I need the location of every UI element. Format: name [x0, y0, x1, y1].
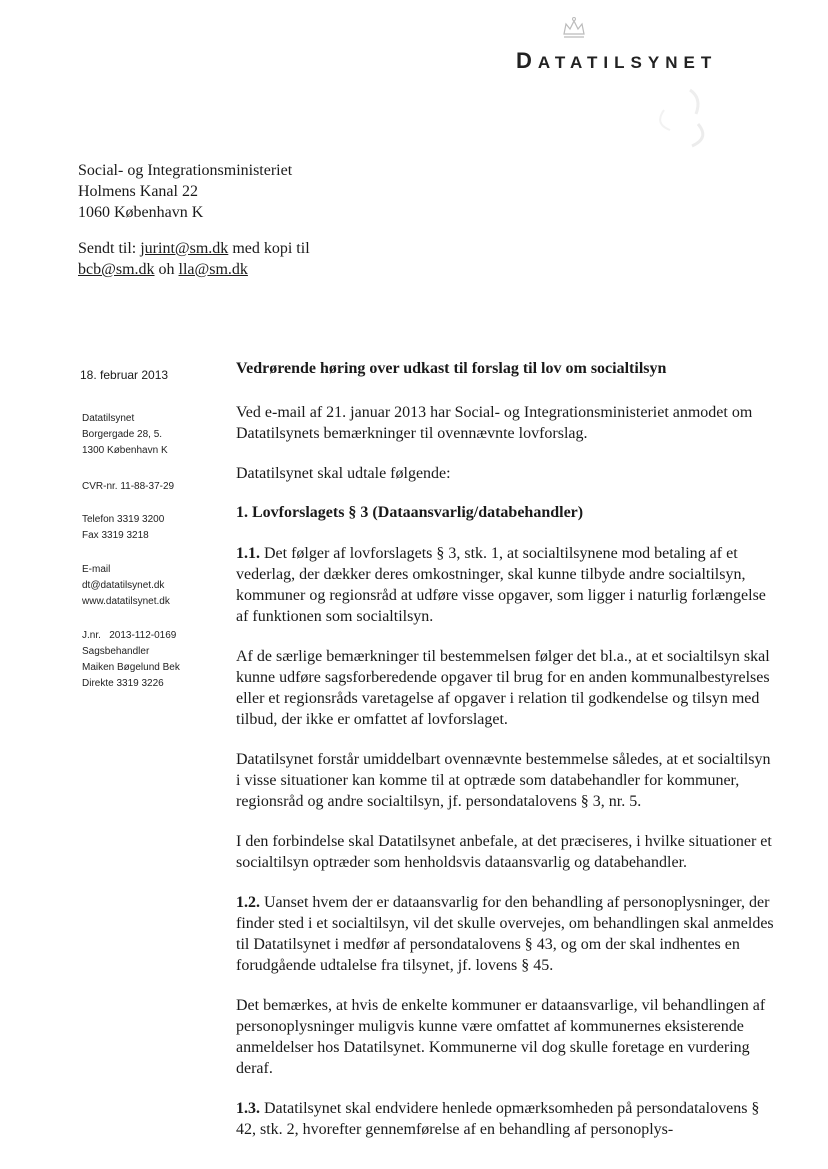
paragraph-1-3-number: 1.3.: [236, 1100, 260, 1117]
paragraph-1-1-b: Af de særlige bemærkninger til bestemmelsen følger det bl.a., at et socialtilsyn skal kunne udføre sagsforberedende opgaver til brug for en anden kommunalbestyrelses eller et regionsråds varetagelse af opgaver i relation til godkendelse og tilsyn med tilbud, der ikke er omfattet af lovforslaget.: [236, 648, 770, 728]
sender-contact: [82, 562, 170, 610]
paragraph-1-1-number: 1.1.: [236, 545, 260, 562]
watermark-mark: [640, 80, 720, 160]
sender-case: [82, 628, 180, 692]
sender-cvr: CVR-nr. 11-88-37-29: [82, 481, 175, 492]
paragraph-1-1: 1.1. Det følger af lovforslagets § 3, stk. 1, at socialtilsynene mod betaling af et vederlag, der dækker deres omkostninger, skal kunne tilbyde andre socialtilsyn, kommuner og regionsråd at udføre visse opgaver, som ligger i naturlig forlængelse af funktionen som socialtilsyn.: [236, 545, 766, 625]
sender-email[interactable]: dt@datatilsynet.dk: [82, 580, 165, 591]
sender-web[interactable]: www.datatilsynet.dk: [82, 596, 170, 607]
paragraph-1-3: 1.3. Datatilsynet skal endvidere henlede opmærksomheden på persondatalovens § 42, stk. 2, hvorefter gennemførelse af en behandling af personoplys-: [236, 1100, 760, 1138]
case-number: J.nr. 2013-112-0169: [82, 630, 177, 641]
sender-address: [82, 411, 168, 459]
sent-prefix: Sendt til:: [78, 240, 141, 257]
handler-name: Maiken Bøgelund Bek: [82, 662, 180, 673]
section-1-heading: 1. Lovforslagets § 3 (Dataansvarlig/databehandler): [236, 504, 584, 521]
paragraph-1-1-c: Datatilsynet forstår umiddelbart ovennævnte bestemmelse således, at et socialtilsyn i visse situationer kan komme til at optræde som databehandler for kommuner, regionsråd og andre socialtilsyn, jf. persondatalovens § 3, nr. 5.: [236, 751, 771, 810]
handler-direct: Direkte 3319 3226: [82, 678, 164, 689]
sent-to: [78, 238, 310, 280]
sent-middle: med kopi til: [228, 240, 310, 257]
sender-phone: Telefon 3319 3200: [82, 514, 165, 525]
recipient-address: [78, 160, 292, 223]
recipient-line-3: 1060 København K: [78, 204, 204, 221]
email-link-lla[interactable]: lla@sm.dk: [178, 261, 248, 278]
sender-city: 1300 København K: [82, 445, 168, 456]
letter-body: [236, 402, 776, 1140]
email-link-bcb[interactable]: bcb@sm.dk: [78, 261, 155, 278]
recipient-line-1: Social- og Integrationsministeriet: [78, 162, 293, 179]
subject-line: Vedrørende høring over udkast til forslag til lov om socialtilsyn: [236, 360, 667, 377]
statement-paragraph: Datatilsynet skal udtale følgende:: [236, 465, 451, 482]
paragraph-1-2-b: Det bemærkes, at hvis de enkelte kommuner er dataansvarlige, vil behandlingen af personoplysninger muligvis kunne være omfattet af kommunernes eksisterende anmeldelser hos Datatilsynet. Kommunerne vil dog skulle foretage en vurdering deraf.: [236, 997, 766, 1077]
handler-label: Sagsbehandler: [82, 646, 150, 657]
email-link-jurint[interactable]: jurint@sm.dk: [140, 240, 229, 257]
recipient-line-2: Holmens Kanal 22: [78, 183, 198, 200]
paragraph-1-2-number: 1.2.: [236, 894, 260, 911]
sender-phone-block: [82, 512, 164, 544]
sender-fax: Fax 3319 3218: [82, 530, 149, 541]
letter-date: 18. februar 2013: [80, 368, 169, 382]
sender-name: Datatilsynet: [82, 413, 135, 424]
sent-oh: oh: [154, 261, 179, 278]
intro-paragraph: Ved e-mail af 21. januar 2013 har Social- og Integrationsministeriet anmodet om Datatilsynets bemærkninger til ovennævnte lovforslag.: [236, 404, 753, 442]
sender-email-label: E-mail: [82, 564, 111, 575]
paragraph-1-2: 1.2. Uanset hvem der er dataansvarlig for den behandling af personoplysninger, der finder sted i et socialtilsyn, vil det skulle overvejes, om behandlingen skal anmeldes til Datatilsynet i medfør af persondatalovens § 43, og om der skal indhentes en forudgående udtalelse fra tilsynet, jf. lovens § 45.: [236, 894, 774, 974]
crown-icon: [560, 16, 588, 40]
datatilsynet-logo: DATATILSYNET: [516, 48, 718, 73]
paragraph-1-1-d: I den forbindelse skal Datatilsynet anbefale, at det præciseres, i hvilke situationer et socialtilsyn optræder som henholdsvis dataansvarlig og databehandler.: [236, 833, 772, 871]
sender-street: Borgergade 28, 5.: [82, 429, 163, 440]
